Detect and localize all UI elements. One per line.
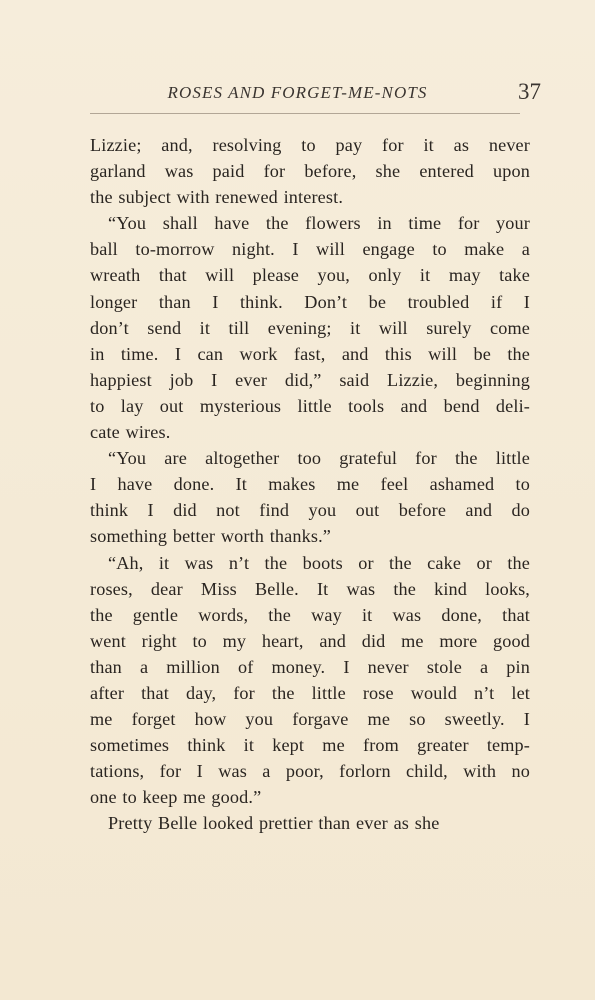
- text-line: Pretty Belle looked prettier than ever as she: [108, 813, 440, 834]
- text-line: “Ah, it was n’t the boots or the cake or the: [108, 552, 530, 573]
- text-line: went right to my heart, and did me more good: [90, 630, 530, 651]
- text-line: sometimes think it kept me from greater temp-: [90, 735, 530, 756]
- text-line: don’t send it till evening; it will surely come: [90, 317, 530, 338]
- text-line: than a million of money. I never stole a pin: [90, 656, 530, 677]
- text-line: me forget how you forgave me so sweetly. I: [90, 709, 530, 730]
- running-title: ROSES AND FORGET-ME-NOTS: [167, 83, 428, 102]
- text-line: garland was paid for before, she entered upon: [90, 161, 530, 182]
- text-line: in time. I can work fast, and this will be the: [90, 343, 530, 364]
- text-line: “You shall have the flowers in time for your: [108, 213, 530, 234]
- body-text: [90, 132, 530, 837]
- running-head: [0, 78, 595, 108]
- text-line: the subject with renewed interest.: [90, 187, 344, 208]
- text-line: the gentle words, the way it was done, that: [90, 604, 530, 625]
- text-line: I have done. It makes me feel ashamed to: [90, 474, 530, 495]
- text-line: “You are altogether too grateful for the little: [108, 448, 530, 469]
- text-line: something better worth thanks.”: [90, 526, 332, 547]
- text-line: happiest job I ever did,” said Lizzie, beginning: [90, 369, 530, 390]
- text-line: tations, for I was a poor, forlorn child, with no: [90, 761, 530, 782]
- text-line: wreath that will please you, only it may take: [90, 265, 530, 286]
- header-rule: [90, 113, 520, 114]
- text-line: to lay out mysterious little tools and bend deli-: [90, 395, 530, 416]
- text-line: longer than I think. Don’t be troubled if I: [90, 291, 530, 312]
- text-line: cate wires.: [90, 422, 171, 443]
- text-line: Lizzie; and, resolving to pay for it as never: [90, 135, 530, 155]
- text-line: one to keep me good.”: [90, 787, 262, 808]
- text-line: after that day, for the little rose would n’t let: [90, 682, 530, 703]
- text-line: think I did not find you out before and do: [90, 500, 530, 521]
- text-line: roses, dear Miss Belle. It was the kind looks,: [90, 578, 530, 599]
- page-number: 37: [518, 79, 541, 104]
- text-line: ball to-morrow night. I will engage to make a: [90, 239, 530, 260]
